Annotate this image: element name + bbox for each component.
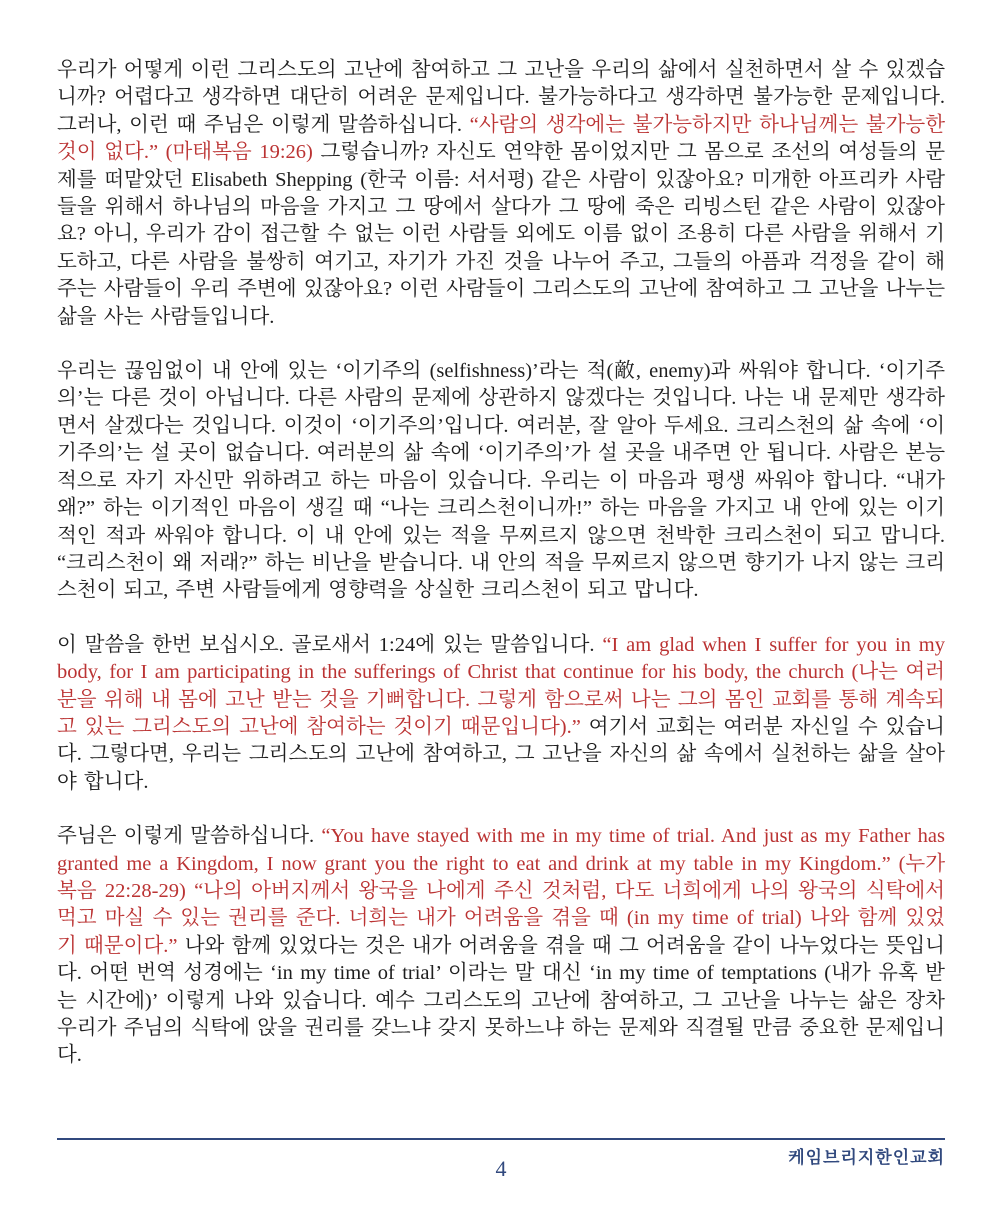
page-footer <box>57 1138 945 1190</box>
document-body <box>57 57 945 1070</box>
body-text: 여기서 교회는 여러분 자신일 수 있습니다. 그렇다면, 우리는 그리스도의 고난에 참여하고, 그 고난을 자신의 삶 속에서 실천하는 삶을 살아야 합니다. <box>57 715 945 793</box>
body-text: 주님은 이렇게 말씀하십니다. <box>57 825 322 848</box>
paragraph <box>57 57 945 331</box>
scripture-quote: “You have stayed with me in my time of trial. And just as my Father has granted me a Kingdom, I now grant you the right to eat and drink at my table in my Kingdom.” (누가복음 22:28-29) “나의 아버지께서 왕국을 나에게 주신 것처럼, 다도 너희에게 나의 왕국의 식탁에서 먹고 마실 수 있는 권리를 준다. 너희는 내가 어려움을 겪을 때 (in my time of trial) 나와 함께 있었기 때문이다.” <box>57 825 945 957</box>
body-text: 우리가 어떻게 이런 그리스도의 고난에 참여하고 그 고난을 우리의 삶에서 실천하면서 살 수 있겠습니까? 어렵다고 생각하면 대단히 어려운 문제입니다. 불가능하다고 생각하면 불가능한 문제입니다. 그러나, 이런 때 주님은 이렇게 말씀하십니다. <box>57 59 945 136</box>
page-number: 4 <box>495 1156 507 1181</box>
paragraph <box>57 823 945 1070</box>
paragraph <box>57 632 945 796</box>
body-text: 그렇습니까? 자신도 연약한 몸이었지만 그 몸으로 조선의 여성들의 문제를 떠맡았던 Elisabeth Shepping (한국 이름: 서서평) 같은 사람이 있잖아요? 미개한 아프리카 사람들을 위해서 하나님의 마음을 가지고 그 땅에서 살다가 그 땅에 죽은 리빙스턴 같은 사람이 있잖아요? 아니, 우리가 감이 접근할 수 없는 이런 사람들 외에도 이름 없이 조용히 다른 사람을 위해서 기도하고, 다른 사람을 불쌍히 여기고, 자기가 가진 것을 나누어 주고, 그들의 아픔과 걱정을 같이 해 주는 사람들이 우리 주변에 있잖아요? 이런 사람들이 그리스도의 고난에 참여하고 그 고난을 나누는 삶을 사는 사람들입니다. <box>57 141 945 328</box>
body-text: 우리는 끊임없이 내 안에 있는 ‘이기주의 (selfishness)’라는 적(敵, enemy)과 싸워야 합니다. ‘이기주의’는 다른 것이 아닙니다. 다른 사람의 문제에 상관하지 않겠다는 것입니다. 나는 내 문제만 생각하면서 살겠다는 것입니다. 이것이 ‘이기주의’입니다. 여러분, 잘 알아 두세요. 크리스천의 삶 속에 ‘이기주의’는 설 곳이 없습니다. 여러분의 삶 속에 ‘이기주의’가 설 곳을 내주면 안 됩니다. 사람은 본능적으로 자기 자신만 위하려고 하는 마음이 있습니다. 우리는 이 마음과 평생 싸워야 합니다. “내가 왜?” 하는 이기적인 마음이 생길 때 “나는 크리스천이니까!” 하는 마음을 가지고 내 안에 있는 이기적인 적과 싸워야 합니다. 이 내 안에 있는 적을 무찌르지 않으면 천박한 크리스천이 되고 맙니다. “크리스천이 왜 저래?” 하는 비난을 받습니다. 내 안의 적을 무찌르지 않으면 향기가 나지 않는 크리스천이 되고, 주변 사람들에게 영향력을 상실한 크리스천이 되고 맙니다. <box>57 360 945 602</box>
footer-church-name: 케임브리지한인교회 <box>788 1148 945 1167</box>
scripture-quote: “I am glad when I suffer for you in my body, for I am participating in the sufferings of Christ that continue for his body, the church (나는 여러분을 위해 내 몸에 고난 받는 것을 기뻐합니다. 그렇게 함으로써 나는 그의 몸인 교회를 통해 계속되고 있는 그리스도의 고난에 참여하는 것이기 때문입니다).” <box>57 633 945 738</box>
body-text: 나와 함께 있었다는 것은 내가 어려움을 겪을 때 그 어려움을 같이 나누었다는 뜻입니다. 어떤 번역 성경에는 ‘in my time of trial’ 이라는 말 대신 ‘in my time of temptations (내가 유혹 받는 시간에)’ 이렇게 나와 있습니다. 예수 그리스도의 고난에 참여하고, 그 고난을 나누는 삶은 장차 우리가 주님의 식탁에 앉을 권리를 갖느냐 갖지 못하느냐 하는 문제와 직결될 만큼 중요한 문제입니다. <box>57 934 945 1067</box>
paragraph <box>57 358 945 605</box>
body-text: 이 말씀을 한번 보십시오. 골로새서 1:24에 있는 말씀입니다. <box>57 633 603 656</box>
scripture-quote: “사람의 생각에는 불가능하지만 하나님께는 불가능한 것이 없다.” (마태복음 19:26) <box>57 113 946 164</box>
